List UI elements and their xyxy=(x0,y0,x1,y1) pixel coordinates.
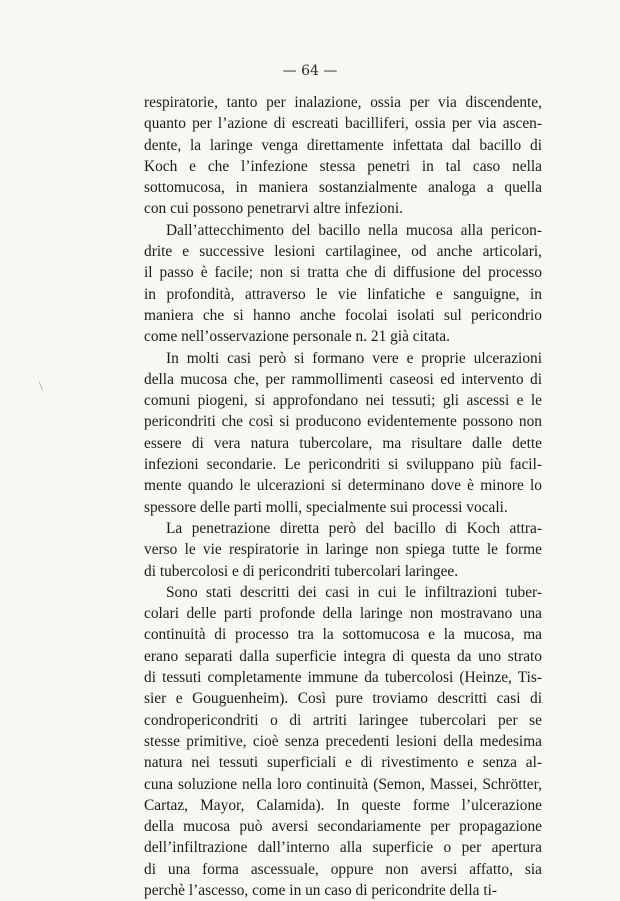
text-line: di una forma ascessuale, oppure non aversi affatto, sia xyxy=(144,860,542,878)
text-line: quanto per l’azione di escreati bacilliferi, ossia per via ascen- xyxy=(144,115,542,133)
text-line: colari delle parti profonde della laringe non mostravano una xyxy=(144,605,542,623)
text-line: verso le vie respiratorie in laringe non spiega tutte le forme xyxy=(144,541,542,559)
text-line: sier e Gouguenheim). Così pure troviamo descritti casi di xyxy=(144,690,542,708)
text-line: della mucosa può aversi secondariamente per propagazione xyxy=(144,818,542,836)
text-line: maniera che si hanno anche focolai isolati sul pericondrio xyxy=(144,306,542,324)
text-line: perchè l’ascesso, come in un caso di pericondrite della ti- xyxy=(144,881,497,899)
text-line: Sono stati descritti dei casi in cui le infiltrazioni tuber- xyxy=(166,583,542,601)
text-line: infezioni secondarie. Le pericondriti si sviluppano più facil- xyxy=(144,456,542,474)
text-line: Koch e che l’infezione stessa penetri in tal caso nella xyxy=(144,157,542,175)
text-line: dente, la laringe venga direttamente infettata dal bacillo di xyxy=(144,136,542,154)
text-line: mente quando le ulcerazioni si determinano dove è minore lo xyxy=(144,477,542,495)
text-line: Dall’attecchimento del bacillo nella mucosa alla pericon- xyxy=(166,221,542,239)
text-line: della mucosa che, per rammollimenti caseosi ed intervento di xyxy=(144,370,542,388)
text-line: in profondità, attraverso le vie linfatiche e sanguigne, in xyxy=(144,285,542,303)
text-line: con cui possono penetrarvi altre infezioni. xyxy=(144,200,403,218)
text-line: il passo è facile; non si tratta che di diffusione del processo xyxy=(144,264,542,282)
text-line: dell’infiltrazione dall’interno alla superficie o per apertura xyxy=(144,839,542,857)
text-line: La penetrazione diretta però del bacillo di Koch attra- xyxy=(166,519,542,537)
text-line: erano separati dalla superficie integra di questa da uno strato xyxy=(144,647,542,665)
text-line: pericondriti che così si producono evidentemente possono non xyxy=(144,413,542,431)
text-line: sottomucosa, in maniera sostanzialmente analoga a quella xyxy=(144,179,542,197)
body-text xyxy=(144,92,542,901)
page-number: — 64 — xyxy=(282,63,338,79)
text-line: stesse primitive, cioè senza precedenti lesioni della medesima xyxy=(144,732,542,750)
text-line: condropericondriti o di artriti laringee tubercolari per se xyxy=(144,711,542,729)
text-line: essere di vera natura tubercolare, ma risultare dalle dette xyxy=(144,434,542,452)
text-line: cuna soluzione nella loro continuità (Semon, Massei, Schrötter, Cartaz, Mayor, Calamida). In queste forme l’ulcerazione xyxy=(144,775,542,814)
text-line: comuni piogeni, si approfondano nei tessuti; gli ascessi e le xyxy=(144,392,542,410)
text-line: spessore delle parti molli, specialmente sui processi vocali. xyxy=(144,498,508,516)
text-line: In molti casi però si formano vere e proprie ulcerazioni xyxy=(166,349,542,367)
margin-mark: \ xyxy=(39,380,43,395)
text-line: continuità di processo tra la sottomucosa e la mucosa, ma xyxy=(144,626,542,644)
text-line: natura nei tessuti superficiali e di rivestimento e senza al- xyxy=(144,754,542,772)
text-line: respiratorie, tanto per inalazione, ossia per via discendente, xyxy=(144,94,542,111)
text-line: di tessuti completamente immune da tubercolosi (Heinze, Tis- xyxy=(144,669,542,687)
text-line: di tubercolosi e di pericondriti tubercolari laringee. xyxy=(144,562,459,580)
text-line: come nell’osservazione personale n. 21 già citata. xyxy=(144,328,450,346)
text-line: drite e successive lesioni cartilaginee, od anche articolari, xyxy=(144,243,542,261)
